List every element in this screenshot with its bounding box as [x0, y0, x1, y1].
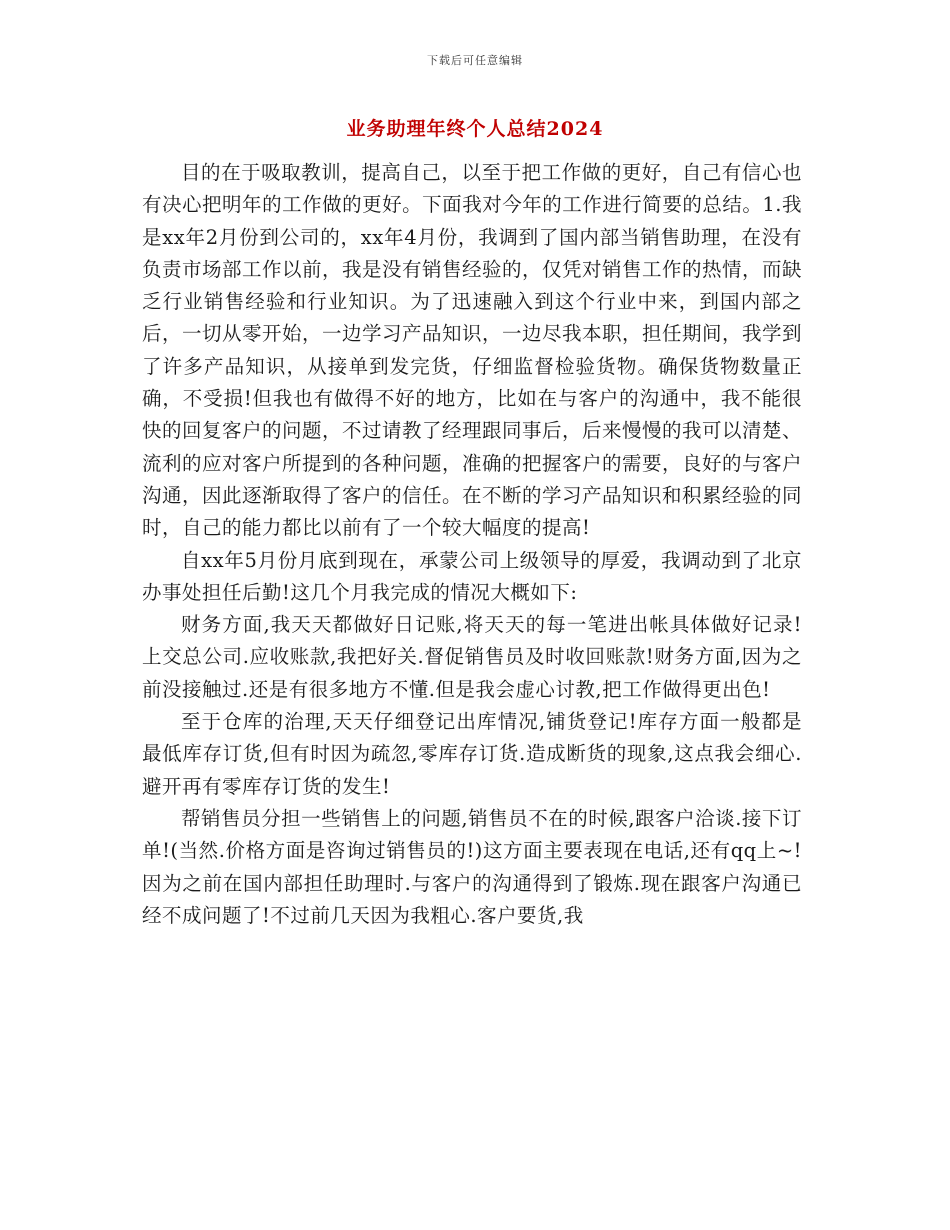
paragraph: 帮销售员分担一些销售上的问题,销售员不在的时候,跟客户洽谈.接下订单!(当然.价格方面是咨询过销售员的!)这方面主要表现在电话,还有qq上~!因为之前在国内部担任助理时.与客户的沟通得到了锻炼.现在跟客户沟通已经不成问题了!不过前几天因为我粗心.客户要货,我 [142, 806, 802, 927]
document-title: 业务助理年终个人总结2024 [346, 118, 604, 140]
paragraph: 财务方面,我天天都做好日记账,将天天的每一笔进出帐具体做好记录!上交总公司.应收账款,我把好关.督促销售员及时收回账款!财务方面,因为之前没接触过.还是有很多地方不懂.但是我会虚心讨教,把工作做得更出色! [142, 613, 802, 701]
paragraph: 至于仓库的治理,天天仔细登记出库情况,铺货登记!库存方面一般都是最低库存订货,但有时因为疏忽,零库存订货.造成断货的现象,这点我会细心.避开再有零库存订货的发生! [142, 710, 802, 798]
paragraph: 自xx年5月份月底到现在，承蒙公司上级领导的厚爱，我调动到了北京办事处担任后勤!这几个月我完成的情况大概如下: [142, 548, 802, 604]
document-body [142, 157, 802, 932]
header-note: 下载后可任意编辑 [427, 54, 523, 67]
paragraph: 目的在于吸取教训，提高自己，以至于把工作做的更好，自己有信心也有决心把明年的工作做的更好。下面我对今年的工作进行简要的总结。1.我是xx年2月份到公司的，xx年4月份，我调到了国内部当销售助理，在没有负责市场部工作以前，我是没有销售经验的，仅凭对销售工作的热情，而缺乏行业销售经验和行业知识。为了迅速融入到这个行业中来，到国内部之后，一切从零开始，一边学习产品知识，一边尽我本职，担任期间，我学到了许多产品知识，从接单到发完货，仔细监督检验货物。确保货物数量正确，不受损!但我也有做得不好的地方，比如在与客户的沟通中，我不能很快的回复客户的问题，不过请教了经理跟同事后，后来慢慢的我可以清楚、流利的应对客户所提到的各种问题，准确的把握客户的需要，良好的与客户沟通，因此逐渐取得了客户的信任。在不断的学习产品知识和积累经验的同时，自己的能力都比以前有了一个较大幅度的提高! [142, 161, 803, 540]
